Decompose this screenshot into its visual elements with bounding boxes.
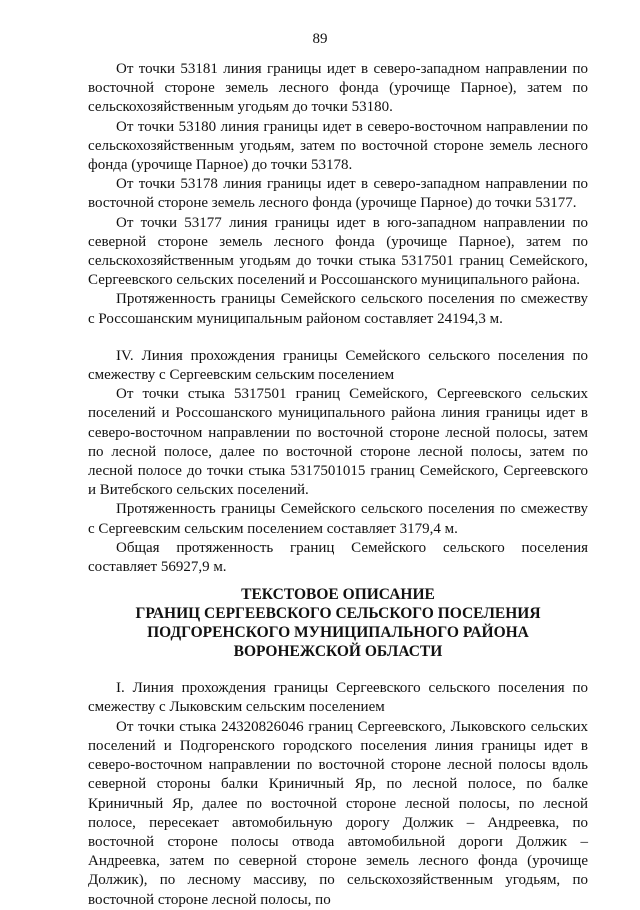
paragraph: От точки 53181 линия границы идет в северо-западном направлении по восточной стороне земель лесного фонда (урочище Парное), затем по сельскохозяйственным угодьям до точки 53180. xyxy=(88,61,588,116)
document-body xyxy=(88,60,588,910)
page-number: 89 xyxy=(312,31,328,47)
paragraph: Протяженность границы Семейского сельского поселения по смежеству с Сергеевским сельским поселением составляет 3179,4 м. xyxy=(88,501,588,537)
paragraph: От точки стыка 24320826046 границ Сергеевского, Лыковского сельских поселений и Подгоренского городского поселения линия границы идет в северо-восточном направлении по восточной стороне лесной полосы вдоль северной стороны балки Криничный Яр, по лесной полосе, по балке Криничный Яр, далее по восточной стороне лесной полосы, по лесной полосе, пересекает автомобильную дорогу Должик – Андреевка, по восточной стороне полосы отвода автомобильной дороги Должик – Андреевка, затем по северной стороне земель лесного фонда (урочище Должик), по лесному массиву, по сельскохозяйственным угодьям, по восточной стороне лесной полосы, по xyxy=(88,718,588,908)
paragraph: От точки 53177 линия границы идет в юго-западном направлении по северной стороне земель лесного фонда (урочище Парное), затем по сельскохозяйственным угодьям до точки стыка 5317501 границ Семейского, Сергеевского сельских поселений и Россошанского муниципального района. xyxy=(88,214,588,289)
section-i-title: I. Линия прохождения границы Сергеевского сельского поселения по смежеству с Лыковским сельским поселением xyxy=(88,680,588,716)
heading-line-2: ГРАНИЦ СЕРГЕЕВСКОГО СЕЛЬСКОГО ПОСЕЛЕНИЯ xyxy=(135,605,541,623)
section-heading xyxy=(88,585,588,661)
section-iv-title: IV. Линия прохождения границы Семейского сельского поселения по смежеству с Сергеевским сельским поселением xyxy=(88,347,588,384)
paragraph: От точки 53180 линия границы идет в северо-восточном направлении по сельскохозяйственным угодьям, затем по восточной стороне земель лесного фонда (урочище Парное) до точки 53178. xyxy=(88,118,588,174)
heading-line-3: ПОДГОРЕНСКОГО МУНИЦИПАЛЬНОГО РАЙОНА xyxy=(147,624,529,642)
paragraph: От точки 53178 линия границы идет в северо-западном направлении по восточной стороне земель лесного фонда (урочище Парное) до точки 53177. xyxy=(88,176,588,212)
heading-line-4: ВОРОНЕЖСКОЙ ОБЛАСТИ xyxy=(233,643,443,661)
paragraph: Общая протяженность границ Семейского сельского поселения составляет 56927,9 м. xyxy=(88,539,588,576)
paragraph: От точки стыка 5317501 границ Семейского, Сергеевского сельских поселений и Россошанского муниципального района линия границы идет в северо-восточном направлении по восточной стороне лесной полосы, затем по лесной полосе, далее по восточной стороне лесной полосы, затем по лесной полосе до точки стыка 5317501015 границ Семейского, Сергеевского и Витебского сельских поселений. xyxy=(88,386,588,499)
paragraph: Протяженность границы Семейского сельского поселения по смежеству с Россошанским муниципальным районом составляет 24194,3 м. xyxy=(88,291,588,327)
heading-line-1: ТЕКСТОВОЕ ОПИСАНИЕ xyxy=(241,586,435,604)
